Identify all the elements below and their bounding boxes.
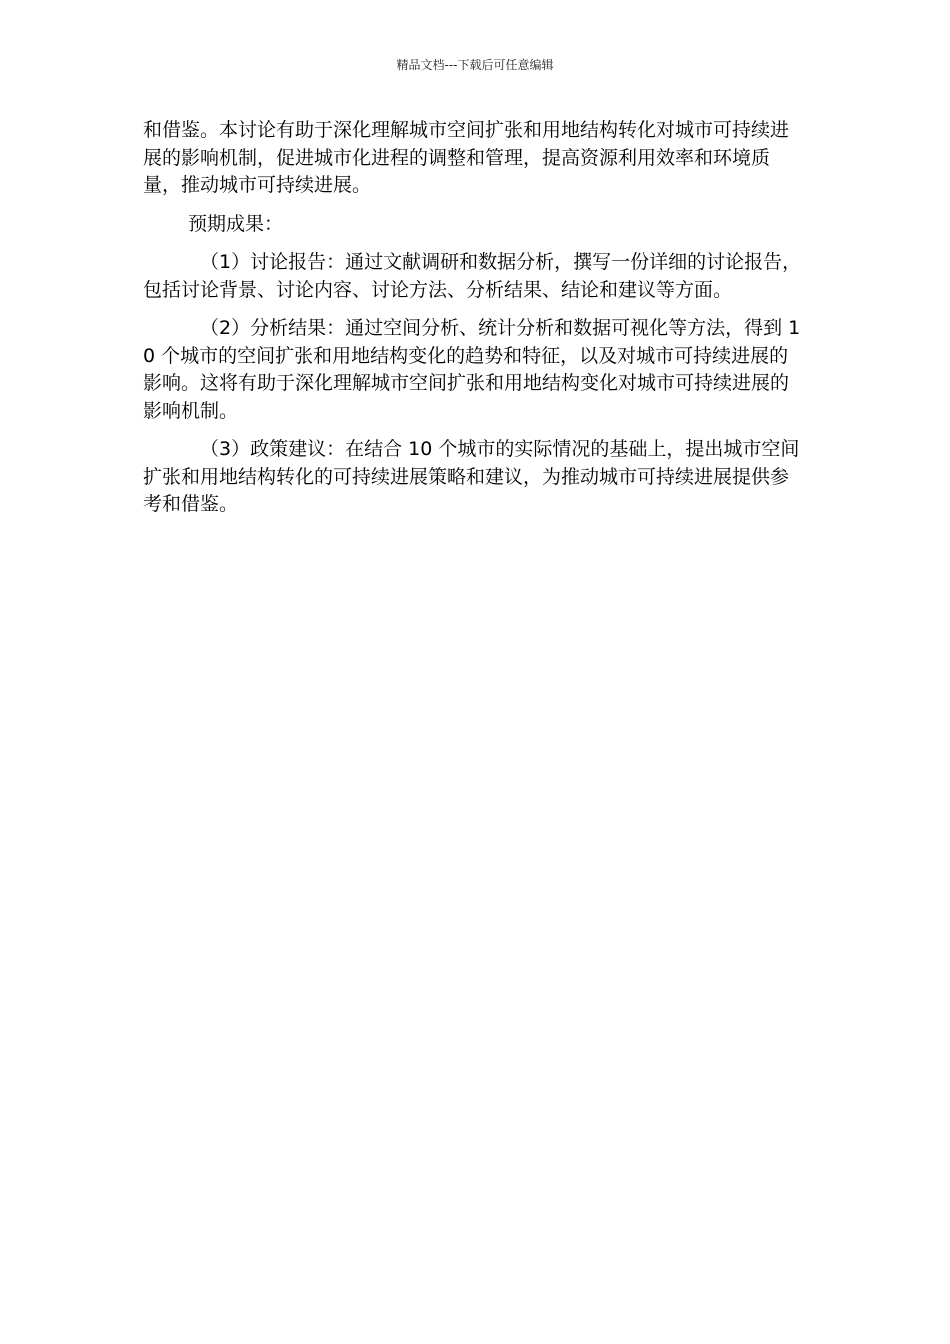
body-paragraph-report: （1）讨论报告：通过文献调研和数据分析，撰写一份详细的讨论报告，包括讨论背景、讨论内容、讨论方法、分析结果、结论和建议等方面。 [143,251,802,301]
document-body [143,117,807,530]
page-header: 精品文档---下载后可任意编辑 [396,58,554,72]
body-paragraph-policy: （3）政策建议：在结合 10 个城市的实际情况的基础上，提出城市空间扩张和用地结构转化的可持续进展策略和建议，为推动城市可持续进展提供参考和借鉴。 [143,438,800,515]
body-paragraph-analysis: （2）分析结果：通过空间分析、统计分析和数据可视化等方法，得到 10 个城市的空间扩张和用地结构变化的趋势和特征，以及对城市可持续进展的影响。这将有助于深化理解城市空间扩张和用地结构变化对城市可持续进展的影响机制。 [143,317,801,422]
body-paragraph-intro: 和借鉴。本讨论有助于深化理解城市空间扩张和用地结构转化对城市可持续进展的影响机制，促进城市化进程的调整和管理，提高资源利用效率和环境质量，推动城市可持续进展。 [143,119,790,196]
section-heading-expected-results: 预期成果： [188,212,284,235]
